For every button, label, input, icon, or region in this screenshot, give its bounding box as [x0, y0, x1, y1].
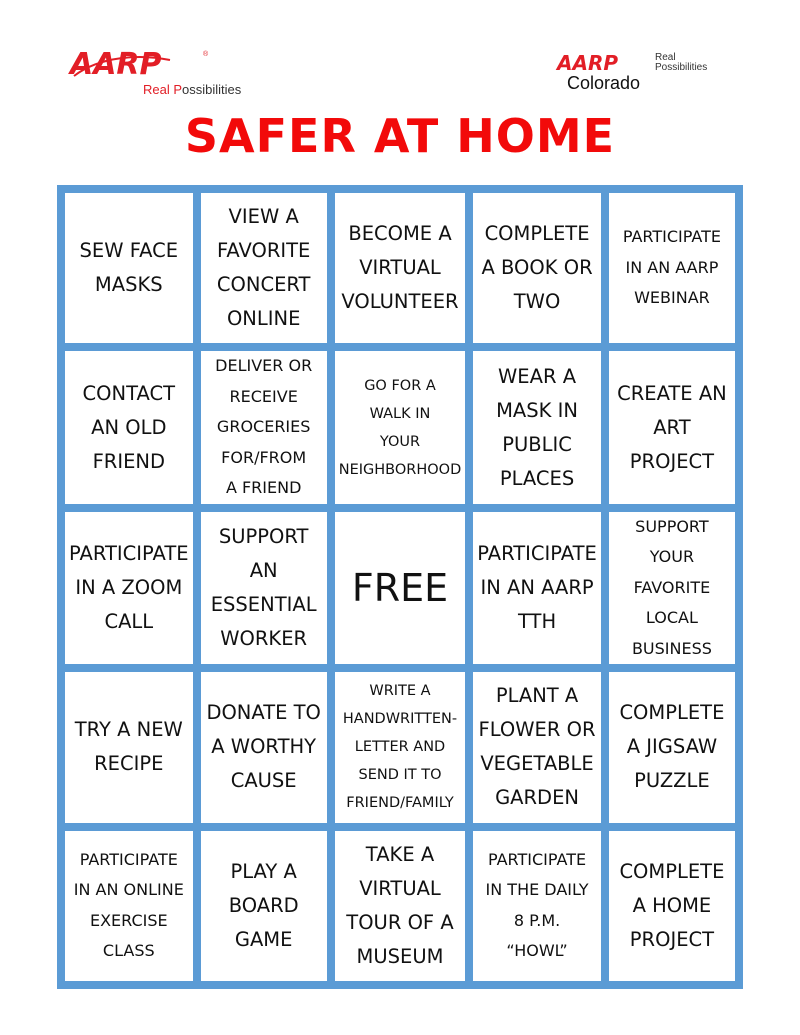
bingo-cell[interactable] [609, 512, 735, 665]
bingo-cell[interactable] [609, 831, 735, 981]
bingo-cell-text: PARTICIPATE IN AN AARP WEBINAR [622, 227, 721, 308]
bingo-cell[interactable] [609, 672, 735, 822]
bingo-board [57, 185, 743, 989]
bingo-cell-text: TRY A NEW RECIPE [74, 718, 183, 776]
bingo-cell-text: PARTICIPATE IN THE DAILY 8 P.M. “HOWL” [485, 849, 589, 961]
bingo-cell-text: WRITE A HANDWRITTEN- LETTER AND SEND IT TO FRIEND/FAMILY [342, 683, 458, 812]
bingo-cell[interactable] [335, 831, 466, 981]
bingo-cell-text: VIEW A FAVORITE CONCERT ONLINE [216, 205, 311, 331]
bingo-cell-text: WEAR A MASK IN PUBLIC PLACES [496, 364, 578, 490]
bingo-cell-text: PARTICIPATE IN A ZOOM CALL [69, 542, 189, 634]
bingo-cell[interactable] [201, 193, 327, 343]
bingo-cell[interactable] [201, 672, 327, 822]
aarp-colorado-logo [557, 52, 737, 96]
bingo-cell[interactable] [65, 193, 193, 343]
bingo-cell[interactable] [65, 351, 193, 504]
bingo-cell-text: TAKE A VIRTUAL TOUR OF A MUSEUM [346, 842, 454, 968]
bingo-cell[interactable] [201, 512, 327, 665]
bingo-cell[interactable] [473, 351, 601, 504]
bingo-cell-text: COMPLETE A HOME PROJECT [619, 859, 725, 951]
bingo-cell-text: PARTICIPATE IN AN AARP TTH [477, 542, 597, 634]
bingo-cell[interactable] [473, 831, 601, 981]
bingo-cell[interactable] [473, 512, 601, 665]
bingo-cell[interactable] [65, 672, 193, 822]
registered-mark: ® [203, 51, 209, 58]
aarp-tagline: Real Possibilities [143, 82, 242, 97]
bingo-cell-text: DELIVER OR RECEIVE GROCERIES FOR/FROM A FRIEND [215, 356, 313, 498]
bingo-cell[interactable] [335, 193, 466, 343]
bingo-cell-text: BECOME A VIRTUAL VOLUNTEER [341, 222, 459, 314]
bingo-cell[interactable] [201, 831, 327, 981]
aarp-logo [70, 48, 270, 100]
bingo-cell[interactable] [473, 193, 601, 343]
bingo-cell[interactable] [65, 831, 193, 981]
bingo-cell-text: GO FOR A WALK IN YOUR NEIGHBORHOOD [338, 377, 462, 478]
aarp-logo-wordmark: AARP [70, 47, 162, 82]
bingo-cell-text: SUPPORT AN ESSENTIAL WORKER [210, 525, 317, 651]
bingo-cell-text: SEW FACE MASKS [79, 239, 179, 297]
bingo-cell-text: PARTICIPATE IN AN ONLINE EXERCISE CLASS [73, 849, 184, 961]
bingo-cell-text: SUPPORT YOUR FAVORITE LOCAL BUSINESS [631, 516, 712, 658]
bingo-free-space[interactable] [335, 512, 466, 665]
bingo-grid [65, 193, 735, 981]
bingo-cell[interactable] [201, 351, 327, 504]
bingo-cell[interactable] [473, 672, 601, 822]
bingo-cell-text: COMPLETE A BOOK OR TWO [481, 222, 593, 314]
bingo-cell[interactable] [335, 672, 466, 822]
page-title: SAFER AT HOME [184, 109, 616, 163]
aarp-colorado-tagline: Real Possibilities [655, 52, 708, 73]
bingo-cell[interactable] [609, 351, 735, 504]
aarp-colorado-wordmark: AARP [557, 51, 619, 75]
bingo-cell[interactable] [609, 193, 735, 343]
bingo-cell-text: CONTACT AN OLD FRIEND [82, 381, 176, 473]
bingo-cell-text: PLANT A FLOWER OR VEGETABLE GARDEN [478, 684, 596, 810]
state-name: Colorado [567, 73, 641, 93]
bingo-cell-text: PLAY A BOARD GAME [228, 859, 299, 951]
bingo-cell-text: DONATE TO A WORTHY CAUSE [206, 701, 321, 793]
bingo-cell-text: COMPLETE A JIGSAW PUZZLE [619, 701, 725, 793]
bingo-cell[interactable] [335, 351, 466, 504]
bingo-cell[interactable] [65, 512, 193, 665]
bingo-cell-text: FREE [351, 566, 449, 611]
bingo-cell-text: CREATE AN ART PROJECT [617, 381, 727, 473]
